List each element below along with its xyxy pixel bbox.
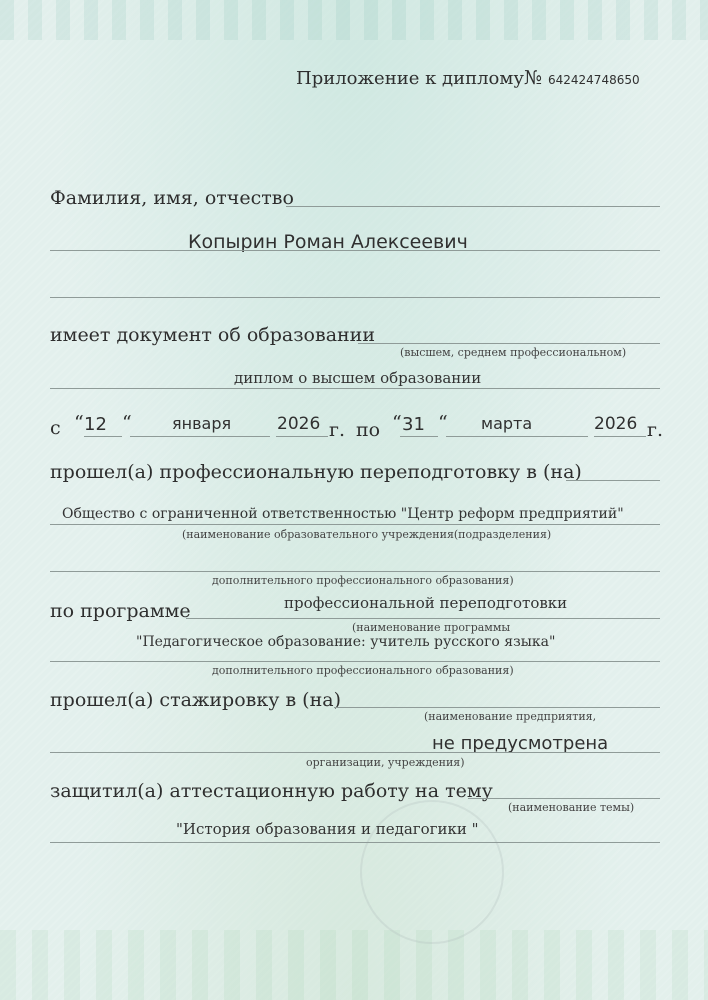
education-line: [358, 343, 660, 344]
to-day-line: [400, 436, 438, 437]
education-value: диплом о высшем образовании: [234, 369, 482, 387]
institution-caption-1: (наименование образовательного учреждения(подразделения): [182, 528, 552, 541]
period-open-quote-1: “: [74, 412, 84, 434]
retraining-label: прошел(а) профессиональную переподготовку в (на): [50, 461, 582, 483]
institution-line: [50, 524, 660, 525]
period-from-year: 2026: [277, 414, 321, 434]
to-month-line: [446, 436, 588, 437]
period-open-quote-2: “: [392, 412, 402, 434]
thesis-line: [468, 798, 660, 799]
education-value-line: [50, 388, 660, 389]
program-line: [186, 618, 660, 619]
institution-blank-line: [50, 571, 660, 572]
blank-line-1: [50, 297, 660, 298]
internship-label: прошел(а) стажировку в (на): [50, 689, 342, 711]
fio-line: [286, 206, 660, 207]
program-label: по программе: [50, 600, 191, 622]
retraining-line: [566, 480, 660, 481]
period-from-month: января: [172, 414, 232, 433]
period-year-suffix-2: г.: [647, 419, 663, 441]
name-line: [50, 250, 660, 251]
period-from-day: 12: [84, 414, 107, 435]
institution-name: Общество с ограниченной ответственностью "Центр реформ предприятий": [62, 506, 624, 522]
decorative-bottom-band: [0, 930, 708, 1000]
thesis-label: защитил(а) аттестационную работу на тему: [50, 780, 493, 802]
institution-caption-2: дополнительного профессионального образования): [212, 574, 514, 587]
thesis-caption: (наименование темы): [508, 801, 635, 814]
education-label: имеет документ об образовании: [50, 324, 376, 346]
period-from-prefix: с: [50, 417, 61, 439]
from-day-line: [84, 436, 122, 437]
period-year-suffix-1: г.: [329, 419, 345, 441]
internship-value: не предусмотрена: [432, 733, 609, 754]
diploma-number: 642424748650: [548, 73, 640, 87]
program-type: профессиональной переподготовки: [284, 594, 568, 612]
internship-line: [334, 707, 660, 708]
decorative-top-band: [0, 0, 708, 40]
period-to-month: марта: [481, 414, 533, 433]
to-year-line: [594, 436, 646, 437]
program-name-line: [50, 661, 660, 662]
fio-label: Фамилия, имя, отчество: [50, 187, 294, 209]
internship-value-line: [50, 752, 660, 753]
from-month-line: [130, 436, 270, 437]
from-year-line: [276, 436, 328, 437]
internship-caption-1: (наименование предприятия,: [424, 710, 597, 723]
period-close-quote-2: “: [438, 412, 448, 434]
period-to-year: 2026: [594, 414, 638, 434]
thesis-topic-line: [50, 842, 660, 843]
education-caption: (высшем, среднем профессиональном): [400, 346, 627, 359]
period-to-day: 31: [402, 414, 425, 435]
thesis-topic: "История образования и педагогики ": [176, 820, 479, 838]
period-close-quote-1: “: [122, 412, 132, 434]
program-name: "Педагогическое образование: учитель русского языка": [136, 634, 556, 650]
attachment-title: Приложение к диплому: [296, 68, 524, 89]
program-caption-2: дополнительного профессионального образования): [212, 664, 514, 677]
program-caption-1: (наименование программы: [352, 621, 511, 634]
full-name: Копырин Роман Алексеевич: [188, 231, 468, 253]
number-sign: №: [524, 67, 542, 89]
period-to-word: по: [356, 419, 381, 441]
internship-caption-2: организации, учреждения): [306, 756, 465, 769]
